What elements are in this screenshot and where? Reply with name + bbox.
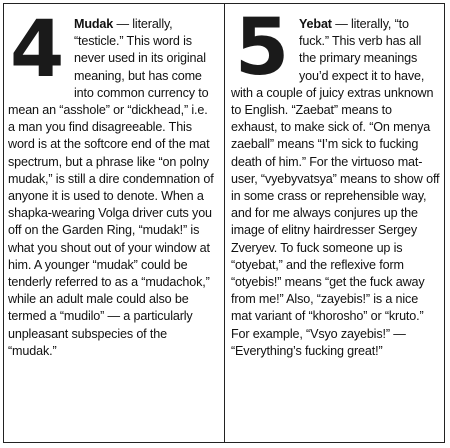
entry-yebat <box>231 3 440 360</box>
entry-text: — literally, “testicle.” This word is never used in its original meaning, but has come into common currency to mean an “asshole” or “dickhead,” i.e. a man you find disagreeable. This word is at the softcore end of the mat spectrum, but a phrase like “on polny mudak,” is still a dire condemnation of anyone it is used to denote. When a shapka-wearing Volga driver cuts you off on the Garden Ring, “mudak!” is what you shout out of your window at him. A younger “mudak” could be tenderly referred to as a “mudachok,” while an adult male could also be termed a “mudilo” — a particularly unpleasant subspecies of the “mudak.” <box>8 17 214 358</box>
entry-headword: Yebat <box>299 17 332 31</box>
entry-mudak <box>8 5 217 360</box>
entry-number-5: 5 <box>234 3 288 93</box>
entry-text: — literally, “to fuck.” This verb has all the primary meanings you’d expect it to have, with a couple of juicy extras unknown to English. “Zaebat” means to exhaust, to make sick of. “On menya zaeball” means “I’m sick to fucking death of him.” For the virtuoso mat-user, “vyebyvatsya” means to show off in some crass or reprehensible way, and for me always conjures up the image of elitny hairdresser Sergey Zveryev. To fuck someone up is “otyebat,” and the reflexive form “otyebis!” means “get the fuck away from me!” Also, “zayebis!” is a nice mat variant of “khorosho” or “kruto.” For example, “Vsyo zayebis!” — “Everything’s fucking great!” <box>231 17 440 358</box>
entry-headword: Mudak <box>74 17 114 31</box>
entry-number-4: 4 <box>9 5 65 95</box>
column-divider <box>224 3 225 443</box>
